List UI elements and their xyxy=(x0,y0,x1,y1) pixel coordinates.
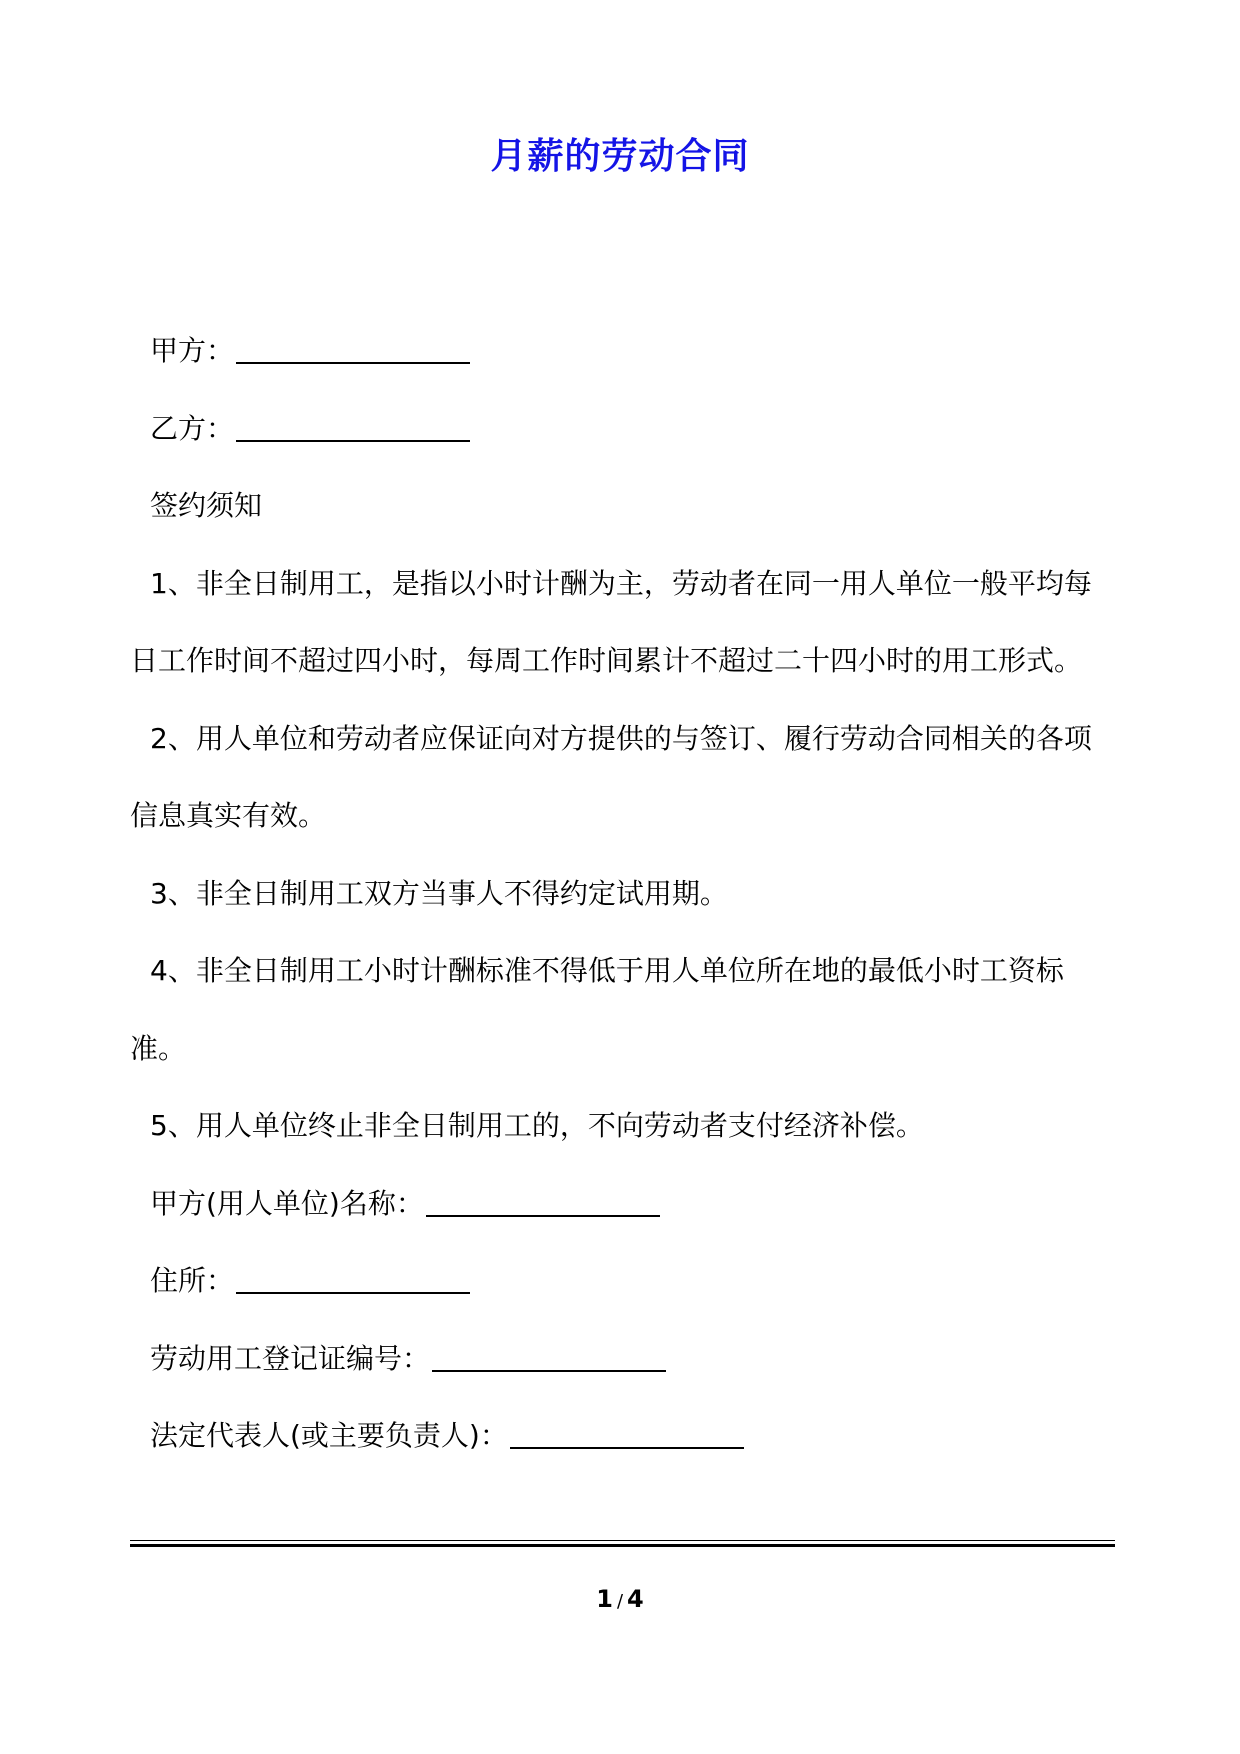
legal-rep-label: 法定代表人(或主要负责人)： xyxy=(150,1419,508,1452)
employer-name-line xyxy=(130,1165,1110,1243)
registration-blank[interactable] xyxy=(432,1342,666,1372)
current-page: 1 xyxy=(596,1585,613,1613)
contract-body xyxy=(130,312,1110,1475)
address-blank[interactable] xyxy=(236,1264,470,1294)
employer-name-blank[interactable] xyxy=(426,1187,660,1217)
party-b-line xyxy=(130,390,1110,468)
page-title: 月薪的劳动合同 xyxy=(490,136,750,177)
employer-name-label: 甲方(用人单位)名称： xyxy=(150,1186,424,1220)
notice-item-5: 5、用人单位终止非全日制用工的，不向劳动者支付经济补偿。 xyxy=(150,1109,924,1142)
party-b-label: 乙方： xyxy=(150,411,235,445)
party-a-line xyxy=(130,312,1110,390)
registration-label: 劳动用工登记证编号： xyxy=(150,1341,431,1375)
notice-item-2: 2、用人单位和劳动者应保证向对方提供的与签订、履行劳动合同相关的各项信息真实有效。 xyxy=(130,721,1092,832)
address-line xyxy=(130,1242,1110,1320)
registration-line xyxy=(130,1320,1110,1398)
notice-item-4: 4、非全日制用工小时计酬标准不得低于用人单位所在地的最低小时工资标准。 xyxy=(130,954,1064,1065)
party-b-blank[interactable] xyxy=(236,412,470,442)
party-a-blank[interactable] xyxy=(236,334,470,364)
legal-rep-line xyxy=(130,1397,1110,1475)
notice-item-3: 3、非全日制用工双方当事人不得约定试用期。 xyxy=(150,876,728,910)
party-a-label: 甲方： xyxy=(150,334,235,367)
legal-rep-blank[interactable] xyxy=(510,1419,744,1449)
page-number xyxy=(0,1585,1240,1613)
page-separator: / xyxy=(616,1591,624,1612)
address-label: 住所： xyxy=(150,1264,235,1297)
notice-item-1: 1、非全日制用工，是指以小时计酬为主，劳动者在同一用人单位一般平均每日工作时间不超过四小时，每周工作时间累计不超过二十四小时的用工形式。 xyxy=(130,566,1092,677)
total-pages: 4 xyxy=(627,1585,644,1613)
footer-divider xyxy=(130,1540,1115,1547)
notice-heading: 签约须知 xyxy=(150,489,263,522)
